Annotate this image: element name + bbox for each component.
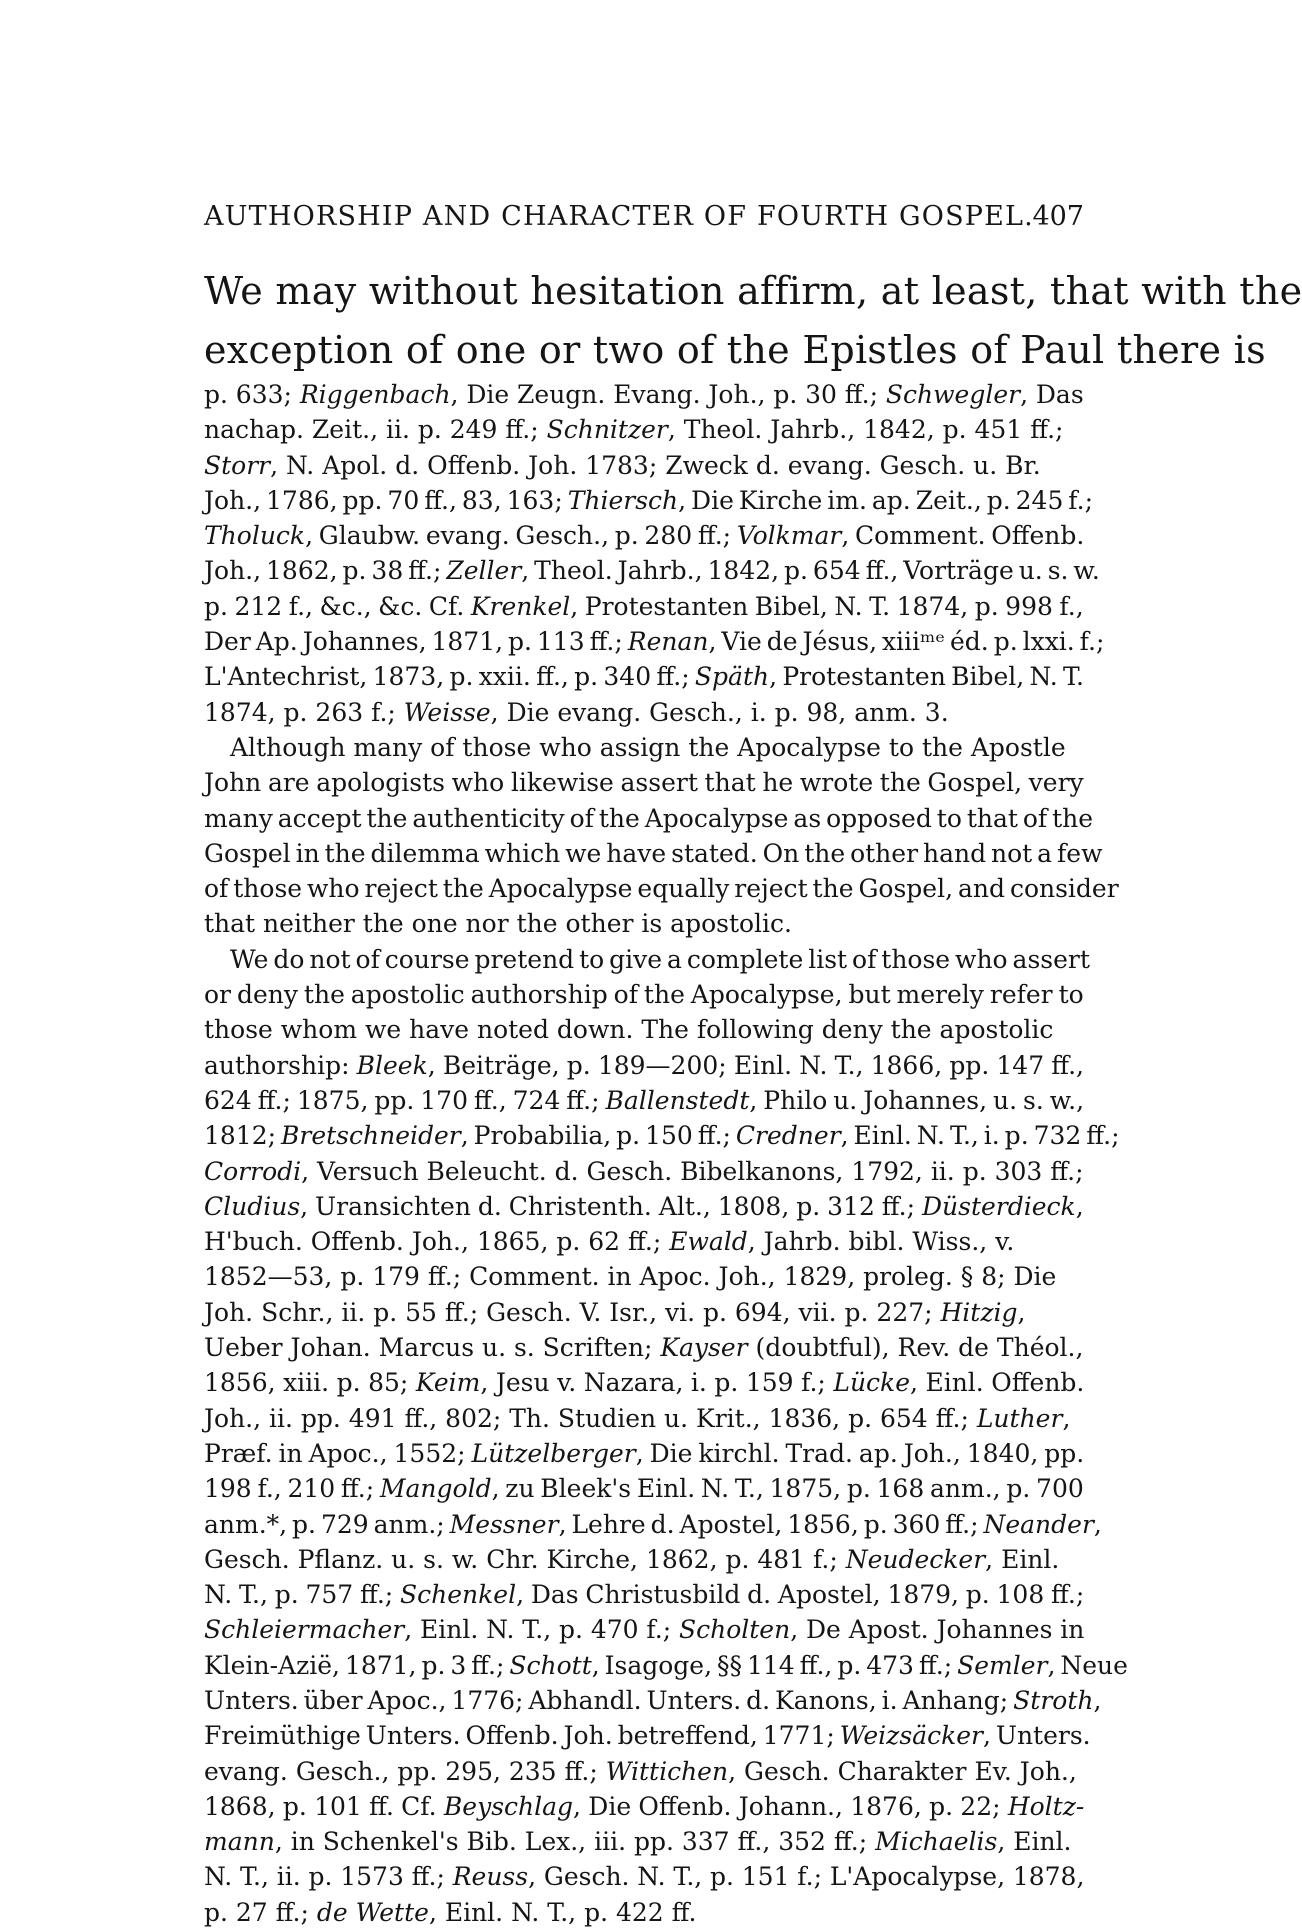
running-head-title: AUTHORSHIP AND CHARACTER OF FOURTH GOSPEL. [204,201,1034,232]
footnote-text: anm.*, p. 729 anm.; [204,1509,450,1539]
running-head [204,200,1084,234]
footnote-text: Joh., ii. pp. 491 ff., 802; Th. Studien u. Krit., 1836, p. 654 ff.; [204,1403,977,1433]
cited-author: Tholuck [204,521,306,551]
cited-author: Renan [627,627,709,657]
footnote-text: Gospel in the dilemma which we have stated. On the other hand not a few [204,838,1103,868]
footnote-text: , Einl. [985,1544,1060,1574]
footnote-text: , Gesch. N. T., p. 151 f.; L'Apocalypse, 1878, [528,1862,1085,1892]
footnote-text: Præf. in Apoc., 1552; [204,1438,472,1468]
footnote-line [204,518,1084,553]
cited-author: Keim [415,1368,481,1398]
cited-author: Kayser [660,1333,748,1363]
footnote-text: , Unters. [982,1721,1091,1751]
footnote-line [204,553,1100,588]
footnote-text: , [1075,1191,1084,1221]
cited-author: Ewald [669,1227,748,1257]
footnote-text: , Die kirchl. Trad. ap. Joh., 1840, pp. [635,1438,1085,1468]
cited-author: Schleiermacher [204,1615,405,1645]
footnote-line [204,1683,1102,1718]
cited-author: Bleek [356,1050,428,1080]
cited-author: Schwegler [885,380,1021,409]
cited-author: Weizsäcker [839,1721,983,1751]
footnote-line [204,1648,1128,1683]
footnote-line [204,1012,1084,1047]
footnote-text: Joh. Schr., ii. p. 55 ff.; Gesch. V. Isr., vi. p. 694, vii. p. 227; [204,1297,941,1327]
cited-author: Semler [957,1650,1048,1680]
footnote-text: p. 27 ff.; [204,1897,317,1927]
footnote-text: Although many of those who assign the Apocalypse to the Apostle [230,732,1066,762]
footnote-line [204,1118,1120,1153]
footnote-line [204,1754,1084,1789]
cited-author: Bretschneider [281,1121,461,1151]
footnote-text: many accept the authenticity of the Apocalypse as opposed to that of the [204,803,1094,833]
footnote-text: 1874, p. 263 f.; [204,697,404,727]
footnote-text: of those who reject the Apocalypse equally reject the Gospel, and consider [204,874,1119,904]
footnote-text: , Einl. [997,1827,1072,1857]
footnote-text: , Beiträge, p. 189—200; Einl. N. T., 1866, pp. 147 ff., [427,1050,1085,1080]
footnote-text: N. T., p. 757 ff.; [204,1580,400,1610]
footnote-text: , Vie de Jésus, xiiiᵐᵉ éd. p. lxxi. f.; [708,627,1105,657]
footnote-text: , Jesu v. Nazara, i. p. 159 f.; [480,1368,834,1398]
footnote-text: , Uransichten d. Christenth. Alt., 1808, p. 312 ff.; [300,1191,922,1221]
cited-author: Neudecker [845,1544,986,1574]
footnote-text: that neither the one nor the other is apostolic. [204,909,792,939]
cited-author: Beyschlag [443,1791,574,1821]
footnote-text: , Die Kirche im. ap. Zeit., p. 245 f.; [678,485,1094,515]
footnote-text: or deny the apostolic authorship of the Apocalypse, but merely refer to [204,980,1084,1010]
footnote-line [204,836,1103,871]
footnote-text: 1812; [204,1121,281,1151]
footnote-line [204,1824,1084,1859]
cited-author: Storr [204,450,271,480]
cited-author: Schenkel [400,1580,517,1610]
footnote-line [204,695,1084,730]
footnote-line [204,1507,1102,1542]
cited-author: Wittichen [605,1756,729,1786]
body-line: We may without hesitation affirm, at least, that with the [204,269,1302,313]
footnote-text: , Einl. N. T., i. p. 732 ff.; [840,1121,1120,1151]
footnote-text: L'Antechrist, 1873, p. xxii. ff., p. 340 ff.; [204,662,695,692]
footnote-text: , Gesch. Charakter Ev. Joh., [728,1756,1077,1786]
footnote-line [204,1154,1084,1189]
footnote-line [204,1471,1084,1506]
footnote-line [204,1365,1084,1400]
footnote-text: Ueber Johan. Marcus u. s. Scriften; [204,1333,661,1363]
footnote-text: , Die Zeugn. Evang. Joh., p. 30 ff.; [450,380,886,409]
cited-author: Schott [509,1650,592,1680]
footnote-text: , Comment. Offenb. [841,521,1085,551]
footnote-line [204,1224,1084,1259]
cited-author: Ballenstedt [605,1085,750,1115]
footnote-line [204,730,1084,765]
cited-author: Krenkel [470,591,571,621]
footnote-text: , Isagoge, §§ 114 ff., p. 473 ff.; [591,1650,958,1680]
footnote-text: , zu Bleek's Einl. N. T., 1875, p. 168 anm., p. 700 [491,1474,1084,1504]
cited-author: Reuss [452,1862,529,1892]
cited-author: Lücke [833,1368,910,1398]
cited-author: de Wette [316,1897,429,1927]
cited-author: Luther [976,1403,1063,1433]
footnote-text: , [1017,1297,1026,1327]
body-line: exception of one or two of the Epistles of Paul there is [204,328,1266,372]
footnote-line [204,871,1119,906]
footnote-text: , Theol. Jahrb., 1842, p. 451 ff.; [667,415,1064,445]
footnote-text: , Neue [1047,1650,1128,1680]
footnote-line [204,1189,1084,1224]
footnote-text: Gesch. Pflanz. u. s. w. Chr. Kirche, 1862, p. 481 f.; [204,1544,846,1574]
footnote-line [204,1295,1084,1330]
footnote-line [204,448,1084,483]
footnote-text: , Einl. N. T., p. 422 ff. [428,1897,697,1927]
footnote-line [204,942,1090,977]
footnote-text: We do not of course pretend to give a complete list of those who assert [230,944,1090,974]
footnote-text: H'buch. Offenb. Joh., 1865, p. 62 ff.; [204,1227,670,1257]
footnote-text: , Einl. N. T., p. 470 f.; [404,1615,679,1645]
cited-author: Thiersch [567,485,679,515]
cited-author: Michaelis [875,1827,998,1857]
cited-author: Volkmar [736,521,842,551]
footnote-line [204,1083,1084,1118]
footnote-text: 1852—53, p. 179 ff.; Comment. in Apoc. Joh., 1829, proleg. § 8; Die [204,1262,1057,1292]
footnote-text: , [1062,1403,1071,1433]
footnote-text: , Protestanten Bibel, N. T. [769,662,1084,692]
footnote-text: , Probabilia, p. 150 ff.; [460,1121,736,1151]
body-paragraph [204,262,1302,380]
cited-author: Weisse [403,697,491,727]
footnote-text: , Die evang. Gesch., i. p. 98, anm. 3. [490,697,949,727]
footnote-line [204,659,1084,694]
footnote-text: 624 ff.; 1875, pp. 170 ff., 724 ff.; [204,1085,606,1115]
footnote-text: Klein-Azië, 1871, p. 3 ff.; [204,1650,510,1680]
cited-author: Lützelberger [471,1438,636,1468]
footnote-text: Freimüthige Unters. Offenb. Joh. betreffend, 1771; [204,1721,840,1751]
cited-author: Mangold [379,1474,492,1504]
footnote-line [204,1577,1084,1612]
footnote-text: Joh., 1862, p. 38 ff.; [204,556,447,586]
footnote-text: 1868, p. 101 ff. Cf. [204,1791,444,1821]
footnote-text: , [1093,1685,1102,1715]
footnote-line [204,801,1094,836]
cited-author: Düsterdieck [921,1191,1076,1221]
footnote-text: , Lehre d. Apostel, 1856, p. 360 ff.; [558,1509,984,1539]
footnote-line [204,1048,1084,1083]
footnote-text: , Versuch Beleucht. d. Gesch. Bibelkanons, 1792, ii. p. 303 ff.; [301,1156,1084,1186]
footnote-text: , Die Offenb. Johann., 1876, p. 22; [573,1791,1008,1821]
footnote-text: evang. Gesch., pp. 295, 235 ff.; [204,1756,606,1786]
footnote-line [204,483,1094,518]
footnote-text: , Philo u. Johannes, u. s. w., [749,1085,1085,1115]
footnote-text: , in Schenkel's Bib. Lex., iii. pp. 337 ff., 352 ff.; [274,1827,876,1857]
cited-author: Messner [449,1509,559,1539]
cited-author: Scholten [678,1615,791,1645]
footnote-text: , Theol. Jahrb., 1842, p. 654 ff., Vorträge u. s. w. [521,556,1100,586]
cited-author: Zeller [446,556,522,586]
cited-author: Neander [983,1509,1094,1539]
footnote-text: , Glaubw. evang. Gesch., p. 280 ff.; [305,521,737,551]
footnote-text: those whom we have noted down. The following deny the apostolic [204,1015,1054,1045]
footnote-line [204,1259,1084,1294]
footnote-text: N. T., ii. p. 1573 ff.; [204,1862,453,1892]
footnote-text: Joh., 1786, pp. 70 ff., 83, 163; [204,485,568,515]
footnote-text: , [1093,1509,1102,1539]
footnote-text: Unters. über Apoc., 1776; Abhandl. Unters. d. Kanons, i. Anhang; [204,1685,1014,1715]
footnote-text: p. 633; [204,380,300,409]
footnote-line [204,1612,1084,1647]
footnote-text: 198 f., 210 ff.; [204,1474,380,1504]
footnote-line [204,1859,1084,1894]
cited-author: Corrodi [204,1156,302,1186]
footnote-line [204,377,1084,412]
footnote-line [204,765,1084,800]
footnote-line [204,589,1084,624]
footnote-line [204,906,1084,941]
footnote-line [204,1895,1084,1930]
cited-author: Schnitzer [546,415,668,445]
footnote-line [204,977,1084,1012]
footnote-text: , Das Christusbild d. Apostel, 1879, p. 108 ff.; [516,1580,1085,1610]
cited-author: Stroth [1013,1685,1094,1715]
footnote-text: , De Apost. Johannes in [790,1615,1085,1645]
footnote-text: , Das [1020,380,1084,409]
footnote-text: Der Ap. Johannes, 1871, p. 113 ff.; [204,627,628,657]
footnote-line [204,1436,1084,1471]
footnote-text: (doubtful), Rev. de Théol., [747,1333,1084,1363]
footnote-text: p. 212 f., &c., &c. Cf. [204,591,471,621]
footnote-line [204,1330,1084,1365]
footnote-line [204,1542,1084,1577]
footnote-text: authorship: [204,1050,357,1080]
footnote-line [204,1401,1084,1436]
cited-author: Holtz- [1007,1791,1085,1821]
footnote-line [204,412,1084,447]
page-number: 407 [1032,201,1084,232]
footnote-line [204,1789,1084,1824]
footnotes [204,377,1128,1930]
cited-author: mann [204,1827,275,1857]
footnote-text: , Einl. Offenb. [910,1368,1085,1398]
footnote-text: nachap. Zeit., ii. p. 249 ff.; [204,415,547,445]
footnote-text: , N. Apol. d. Offenb. Joh. 1783; Zweck d. evang. Gesch. u. Br. [270,450,1041,480]
cited-author: Späth [694,662,770,692]
footnote-text: 1856, xiii. p. 85; [204,1368,416,1398]
cited-author: Cludius [204,1191,301,1221]
cited-author: Hitzig [940,1297,1018,1327]
footnote-text: , Jahrb. bibl. Wiss., v. [747,1227,1015,1257]
footnote-line [204,624,1105,659]
footnote-text: , Protestanten Bibel, N. T. 1874, p. 998 f., [570,591,1084,621]
cited-author: Credner [735,1121,841,1151]
footnote-line [204,1718,1091,1753]
cited-author: Riggenbach [299,380,451,409]
footnote-text: John are apologists who likewise assert that he wrote the Gospel, very [204,768,1084,798]
